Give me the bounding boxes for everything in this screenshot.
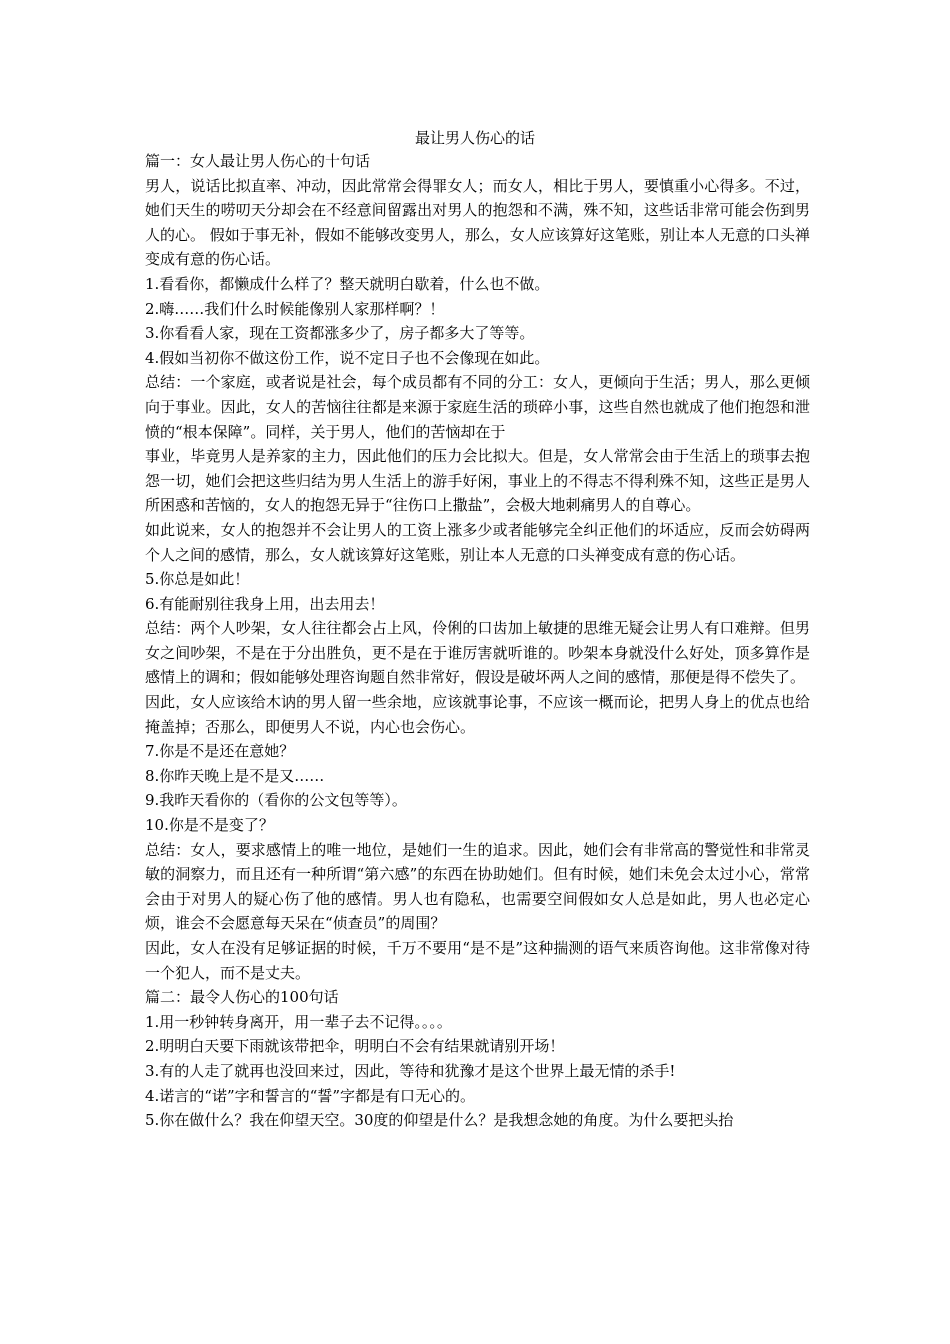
summary-paragraph: 总结：一个家庭，或者说是社会，每个成员都有不同的分工：女人，更倾向于生活；男人，那么更倾向于事业。因此，女人的苦恼往往都是来源于家庭生活的琐碎小事，这些自然也就成了他们抱怨和泄愤的“根本保障”。同样，关于男人，他们的苦恼却在于 [145, 373, 810, 441]
list-item: 6.有能耐别往我身上用，出去用去！ [145, 594, 385, 613]
summary-paragraph: 总结：两个人吵架，女人往往都会占上风，伶俐的口齿加上敏捷的思维无疑会让男人有口难辩。但男女之间吵架，不是在于分出胜负，更不是在于谁厉害就听谁的。吵架本身就没什么好处，顶多算作是感情上的调和；假如能够处理咨询题自然非常好，假设是破坏两人之间的感情，那便是得不偿失了。 [145, 619, 810, 687]
document-body [145, 149, 810, 1133]
list-item: 2.嗨……我们什么时候能像别人家那样啊？！ [145, 299, 445, 318]
body-paragraph: 如此说来，女人的抱怨并不会让男人的工资上涨多少或者能够完全纠正他们的坏适应，反而会妨碍两个人之间的感情，那么，女人就该算好这笔账，别让本人无意的口头禅变成有意的伤心话。 [145, 520, 810, 564]
list-item: 1.用一秒钟转身离开，用一辈子去不记得。。。。 [145, 1012, 452, 1031]
list-item: 9.我昨天看你的（看你的公文包等等）。 [145, 791, 407, 810]
section-heading-1: 篇一：女人最让男人伤心的十句话 [145, 152, 371, 170]
body-paragraph: 男人，说话比拟直率、冲动，因此常常会得罪女人；而女人，相比于男人，要慎重小心得多。不过，她们天生的唠叨天分却会在不经意间留露出对男人的抱怨和不满，殊不知，这些话非常可能会伤到男人的心。 假如于事无补，假如不能够改变男人，那么，女人应该算好这笔账，别让本人无意的口头禅变成有意的伤心话。 [145, 176, 810, 269]
body-paragraph: 因此，女人在没有足够证据的时候，千万不要用“是不是”这种揣测的语气来质咨询他。这非常像对待一个犯人，而不是丈夫。 [145, 939, 810, 982]
list-item: 5.你在做什么？我在仰望天空。30度的仰望是什么？是我想念她的角度。为什么要把头抬 [145, 1111, 734, 1130]
list-item: 3.有的人走了就再也没回来过，因此，等待和犹豫才是这个世界上最无情的杀手! [145, 1061, 676, 1080]
list-item: 5.你总是如此！ [145, 570, 250, 589]
list-item: 2.明明白天要下雨就该带把伞，明明白不会有结果就请别开场！ [145, 1037, 565, 1056]
summary-paragraph: 总结：女人，要求感情上的唯一地位，是她们一生的追求。因此，她们会有非常高的警觉性和非常灵敏的洞察力，而且还有一种所谓“第六感”的东西在协助她们。但有时候，她们未免会太过小心，常常会由于对男人的疑心伤了他的感情。男人也有隐私，也需要空间假如女人总是如此，男人也必定心烦，谁会不会愿意每天呆在“侦查员”的周围？ [145, 840, 810, 933]
list-item: 8.你昨天晚上是不是又…… [145, 766, 325, 785]
list-item: 7.你是不是还在意她？ [145, 742, 295, 761]
body-paragraph: 因此，女人应该给木讷的男人留一些余地，应该就事论事，不应该一概而论，把男人身上的优点也给掩盖掉；否那么，即便男人不说，内心也会伤心。 [145, 693, 810, 736]
section-heading-2: 篇二：最令人伤心的100句话 [145, 988, 339, 1007]
list-item: 4.诺言的“诺”字和誓言的“誓”字都是有口无心的。 [145, 1086, 475, 1105]
list-item: 3.你看看人家，现在工资都涨多少了，房子都多大了等等。 [145, 324, 535, 343]
list-item: 10.你是不是变了？ [145, 816, 274, 835]
list-item: 1.看看你，都懒成什么样了？整天就明白歇着，什么也不做。 [145, 274, 550, 293]
list-item: 4.假如当初你不做这份工作，说不定日子也不会像现在如此。 [145, 348, 550, 367]
document-title: 最让男人伤心的话 [414, 129, 535, 147]
body-paragraph: 事业，毕竟男人是养家的主力，因此他们的压力会比拟大。但是，女人常常会由于生活上的琐事去抱怨一切，她们会把这些归结为男人生活上的游手好闲，事业上的不得志不得利殊不知，这些正是男人所困惑和苦恼的，女人的抱怨无异于“往伤口上撒盐”，会极大地刺痛男人的自尊心。 [145, 447, 810, 515]
